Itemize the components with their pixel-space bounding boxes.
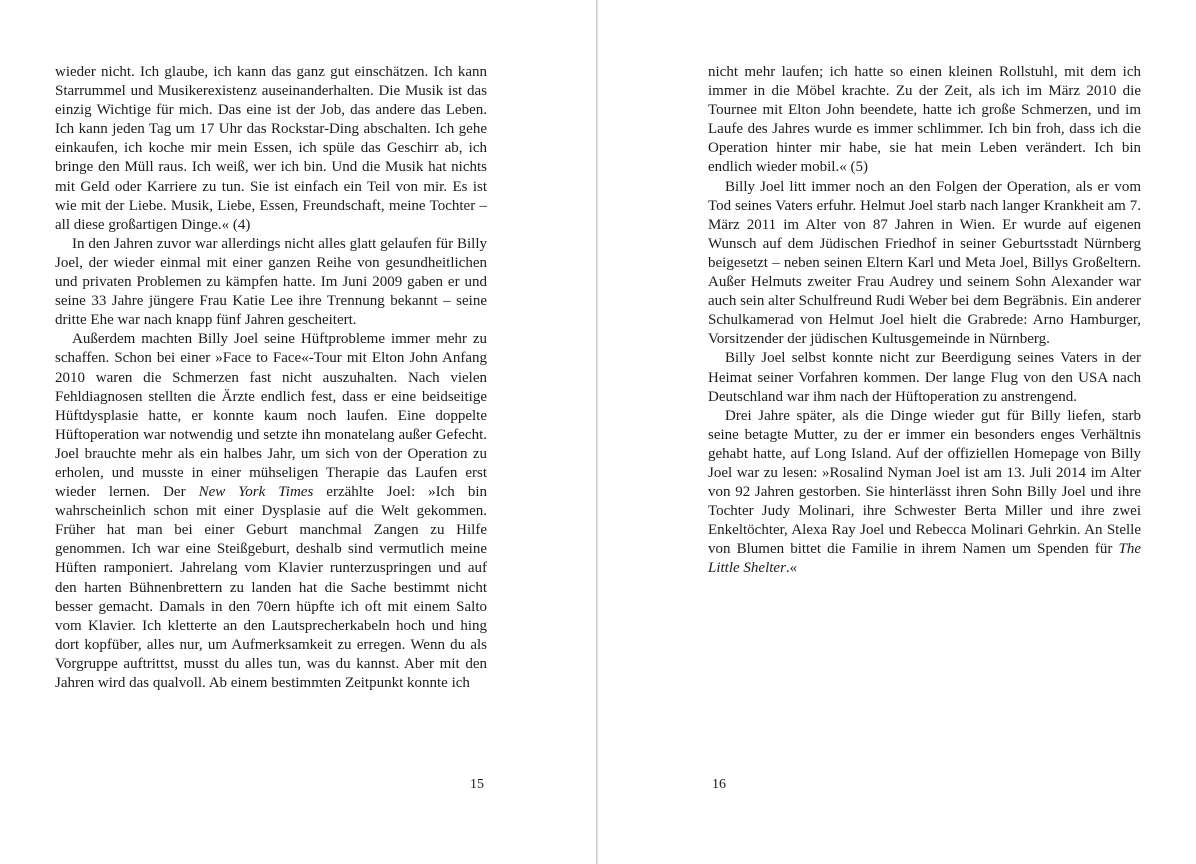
text-run: Außerdem machten Billy Joel seine Hüftprobleme immer mehr zu schaffen. Schon bei einer »Face to Face«-Tour mit Elton John Anfang 2010 waren die Schmerzen fast nicht auszuhalten. Nach vielen Fehldiagnosen stellten die Ärzte endlich fest, dass er eine beidseitige Hüftdysplasie hatte, er konnte kaum noch laufen. Eine doppelte Hüftoperation war notwendig und setzte ihn monatelang außer Gefecht. Joel brauchte mehr als ein halbes Jahr, um sich von der Operation zu erholen, und musste in einer mühseligen Therapie das Laufen erst wieder lernen. Der bbox=[55, 331, 487, 501]
paragraph: wieder nicht. Ich glaube, ich kann das ganz gut einschätzen. Ich kann Starrummel und Musikerexistenz auseinanderhalten. Die Musik ist das einzig Wichtige für mich. Das eine ist der Job, das andere das Leben. Ich kann jeden Tag um 17 Uhr das Rockstar-Ding abschalten. Ich gehe einkaufen, ich koche mir mein Essen, ich spüle das Geschirr ab, ich bringe den Müll raus. Ich weiß, wer ich bin. Und die Musik hat nichts mit Geld oder Karriere zu tun. Sie ist einfach ein Teil von mir. Es ist wie mit der Liebe. Musik, Liebe, Essen, Freundschaft, meine Tochter – all diese großartigen Dinge.« (4) bbox=[55, 64, 487, 233]
text-run: Drei Jahre später, als die Dinge wieder gut für Billy liefen, starb seine betagte Mutter, zu der er immer ein besonders enges Verhältnis gehabt hatte, auf Long Island. Auf der offiziellen Homepage von Billy Joel war zu lesen: »Rosalind Nyman Joel ist am 13. Juli 2014 im Alter von 92 Jahren gestorben. Sie hinterlässt ihren Sohn Billy Joel und ihre Tochter Judy Molinari, ihre Schwester Berta Miller und ihre zwei Enkeltöchter, Alexa Ray Joel und Rebecca Molinari Gehrkin. An Stelle von Blumen bittet die Familie in ihrem Namen um Spenden für bbox=[708, 407, 1141, 558]
page-gutter bbox=[596, 0, 598, 864]
page-number-left: 15 bbox=[470, 777, 484, 792]
italic-title: The Little Shelter bbox=[708, 541, 1141, 577]
paragraph bbox=[708, 407, 1141, 579]
paragraph: Billy Joel selbst konnte nicht zur Beerdigung seines Vaters in der Heimat seiner Vorfahren kommen. Der lange Flug von den USA nach Deutschland war ihm nach der Hüftoperation zu anstrengend. bbox=[708, 350, 1141, 405]
paragraph: Billy Joel litt immer noch an den Folgen der Operation, als er vom Tod seines Vaters erfuhr. Helmut Joel starb nach langer Krankheit am 7. März 2011 im Alter von 87 Jahren in Wien. Er wurde auf eigenen Wunsch auf dem Jüdischen Friedhof in seiner Geburtsstadt Nürnberg beigesetzt – neben seinen Eltern Karl und Meta Joel, Billys Großeltern. Außer Helmuts zweiter Frau Audrey und seinem Sohn Alexander war auch sein alter Schulfreund Rudi Weber bei dem Begräbnis. Ein anderer Schulkamerad von Helmut Joel hielt die Grabrede: Arno Hamburger, Vorsitzender der jüdischen Kultusgemeinde in Nürnberg. bbox=[708, 178, 1141, 348]
right-page-body bbox=[708, 63, 1141, 579]
paragraph: nicht mehr laufen; ich hatte so einen kleinen Rollstuhl, mit dem ich immer in die Möbel krachte. Zu der Zeit, als ich im März 2010 die Tournee mit Elton John beendete, hatte ich große Schmerzen, und im Laufe des Jahres wurde es immer schlimmer. Ich bin froh, dass ich die Operation hinter mir habe, sie hat mein Leben verändert. Ich bin endlich wieder mobil.« (5) bbox=[708, 64, 1141, 176]
paragraph bbox=[55, 330, 487, 693]
page-number-right: 16 bbox=[712, 777, 726, 792]
text-run: .« bbox=[785, 560, 798, 577]
left-page-body bbox=[55, 63, 487, 693]
text-run: erzählte Joel: »Ich bin wahrscheinlich schon mit einer Dysplasie auf die Welt gekommen. Früher hat man bei einer Geburt manchmal Zangen zu Hilfe genommen. Ich war eine Steißgeburt, deshalb sind vermutlich meine Hüften ramponiert. Jahrelang vom Klavier runterzuspringen und auf den harten Bühnenbrettern zu landen hat die Sache bestimmt nicht besser gemacht. Damals in den 70ern hüpfte ich oft mit einem Salto vom Klavier. Ich kletterte an den Lautsprecherkabeln hoch und hing dort kopfüber, alles nur, um Aufmerksamkeit zu erregen. Wenn du als Vorgruppe auftrittst, musst du alles tun, was du kannst. Aber mit den Jahren wird das qualvoll. Ab einem bestimmten Zeitpunkt konnte ich bbox=[55, 484, 487, 691]
paragraph: In den Jahren zuvor war allerdings nicht alles glatt gelaufen für Billy Joel, der wieder einmal mit einer ganzen Reihe von gesundheitlichen und privaten Problemen zu kämpfen hatte. Im Juni 2009 gaben er und seine 33 Jahre jüngere Frau Katie Lee ihre Trennung bekannt – seine dritte Ehe war nach knapp fünf Jahren gescheitert. bbox=[55, 235, 487, 329]
italic-title: New York Times bbox=[198, 484, 314, 501]
